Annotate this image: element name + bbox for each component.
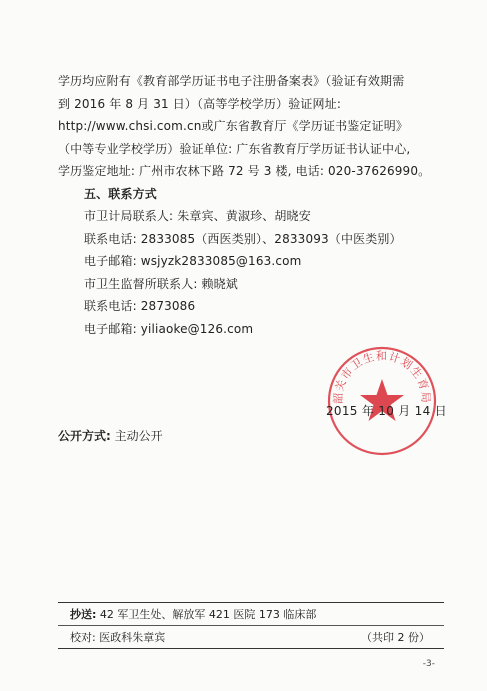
footer-divider-top — [58, 602, 444, 603]
cc-label: 抄送: — [70, 608, 97, 621]
disclosure-method — [58, 427, 163, 444]
official-seal-icon — [326, 345, 438, 457]
health-bureau-contacts: 市卫计局联系人: 朱章宾、黄淑珍、胡晓安 — [84, 209, 311, 223]
cc-line — [70, 606, 316, 622]
disclosure-value: 主动公开 — [114, 429, 163, 443]
body-line-3: http://www.chsi.com.cn或广东省教育厅《学历证书鉴定证明》 — [58, 119, 409, 133]
page-number: -3- — [422, 659, 435, 669]
health-bureau-email: 电子邮箱: wsjyzk2833085@163.com — [84, 254, 302, 268]
body-line-2: 到 2016 年 8 月 31 日）（高等学校学历）验证网址: — [58, 96, 342, 111]
body-line-1: 学历均应附有《教育部学历证书电子注册备案表》（验证有效期需 — [58, 74, 405, 88]
footer-divider-middle — [58, 625, 444, 626]
contact-heading: 五、联系方式 — [84, 186, 157, 201]
document-body — [58, 70, 444, 340]
proofreader-label: 校对: — [70, 631, 96, 644]
seal-text: 韶关市卫生和计划生育局 — [331, 349, 433, 405]
supervision-contact: 市卫生监督所联系人: 赖晓斌 — [84, 276, 238, 291]
body-line-4: （中等专业学校学历）验证单位: 广东省教育厅学历证书认证中心, — [58, 141, 411, 156]
proofreader-line — [70, 629, 430, 645]
footer-divider-bottom — [58, 648, 444, 649]
disclosure-label: 公开方式: — [58, 429, 111, 443]
supervision-email: 电子邮箱: yiliaoke@126.com — [84, 321, 254, 336]
body-line-5: 学历鉴定地址: 广州市农林下路 72 号 3 楼, 电话: 020-37626990。 — [58, 164, 431, 178]
cc-value: 42 军卫生处、解放军 421 医院 173 临床部 — [99, 608, 317, 621]
proofreader-value: 医政科朱章宾 — [99, 631, 166, 644]
print-copies: （共印 2 份） — [361, 631, 430, 644]
health-bureau-phone: 联系电话: 2833085（西医类别）、2833093（中医类别） — [84, 231, 402, 246]
supervision-phone: 联系电话: 2873086 — [84, 299, 196, 313]
issue-date: 2015 年 10 月 14 日 — [326, 404, 447, 418]
